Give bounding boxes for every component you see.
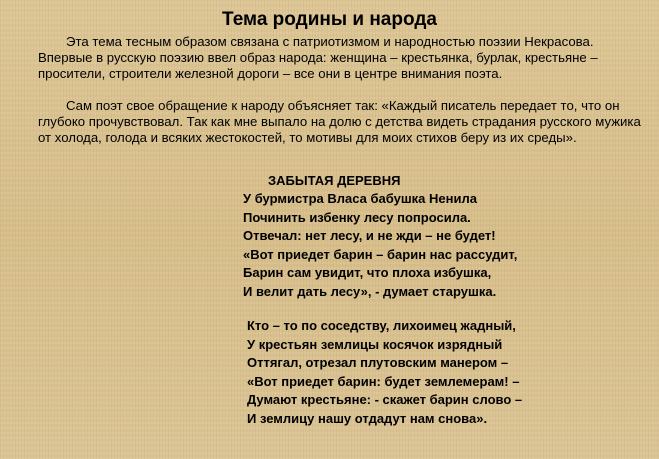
poem-line: Отвечал: нет лесу, и не жди – не будет! [243, 228, 496, 244]
slide-title: Тема родины и народа [222, 9, 437, 30]
poem-line: Починить избенку лесу попросила. [243, 209, 471, 225]
poem-stanza-1 [243, 190, 517, 302]
quote-paragraph: Сам поэт свое обращение к народу объясняет так: «Каждый писатель передает то, что он глубоко прочувствовал. Так как мне выпало на долю с детства видеть страдания русского мужика от холода, голода и всяких жестокостей, то мотивы для моих стихов беру из их среды». [38, 98, 641, 145]
poem-line: «Вот приедет барин: будет землемерам! – [247, 373, 520, 389]
poem-line: У бурмистра Власа бабушка Ненила [243, 191, 477, 206]
poem-stanza-2 [247, 317, 522, 429]
poem-title: ЗАБЫТАЯ ДЕРЕВНЯ [268, 173, 401, 188]
poem-line: Оттягал, отрезал плутовским манером – [247, 355, 509, 371]
poem-line: Кто – то по соседству, лихоимец жадный, [247, 318, 516, 333]
poem-line: У крестьян землицы косячок изрядный [247, 336, 503, 352]
poem-line: «Вот приедет барин – барин нас рассудит, [243, 246, 518, 262]
poem-line: Думают крестьяне: - скажет барин слово – [247, 392, 523, 408]
poem-line: И велит дать лесу», - думает старушка. [243, 283, 497, 299]
poem-line: Барин сам увидит, что плоха избушка, [243, 265, 492, 281]
poem-line: И землицу нашу отдадут нам снова». [247, 410, 488, 426]
intro-paragraph: Эта тема тесным образом связана с патриотизмом и народностью поэзии Некрасова. Впервые в русскую поэзию ввел образ народа: женщина – крестьянка, бурлак, крестьяне – просители, строители железной дороги – все они в центре внимания поэта. [38, 34, 598, 81]
